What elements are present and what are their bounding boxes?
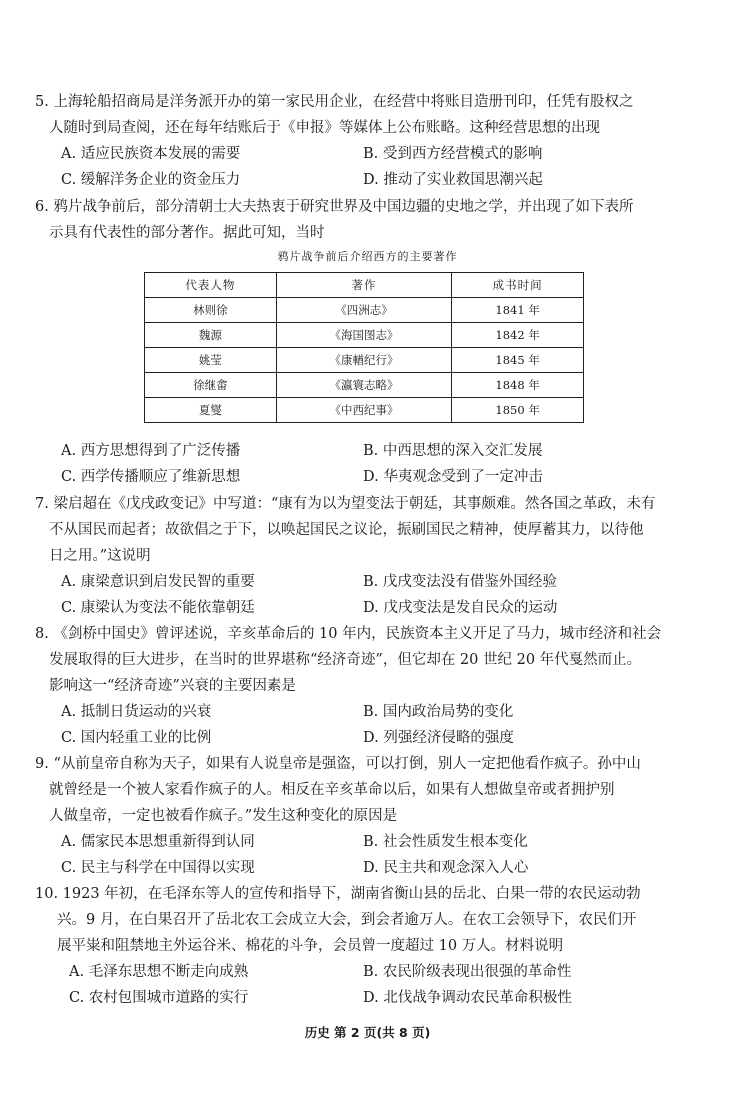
question-5-options-row-2 [35, 167, 707, 193]
option-b[interactable]: B. 国内政治局势的变化 [363, 704, 514, 720]
question-10-options-row-1 [35, 959, 707, 985]
table-row [145, 398, 584, 423]
option-b[interactable]: B. 农民阶级表现出很强的革命性 [363, 964, 572, 980]
header-person: 代表人物 [145, 273, 277, 298]
question-8-line-3: 影响这一“经济奇迹”兴衰的主要因素是 [49, 678, 296, 694]
question-7-line-3: 日之用。”这说明 [49, 548, 151, 564]
question-6-line-1: 6. 鸦片战争前后，部分清朝士大夫热衷于研究世界及中国边疆的史地之学，并出现了如下表所 [35, 199, 634, 215]
question-7-options-row-1 [35, 569, 707, 595]
question-5-options-row-1 [35, 141, 707, 167]
option-d[interactable]: D. 推动了实业救国思潮兴起 [363, 172, 543, 188]
option-c[interactable]: C. 农村包围城市道路的实行 [69, 990, 249, 1006]
question-5-line-2: 人随时到局查阅，还在每年结账后于《申报》等媒体上公布账略。这种经营思想的出现 [49, 120, 600, 136]
question-9-options-row-2 [35, 855, 707, 881]
question-10-line-3: 展平粜和阻禁地主外运谷米、棉花的斗争，会员曾一度超过 10 万人。材料说明 [57, 938, 564, 954]
option-a[interactable]: A. 适应民族资本发展的需要 [61, 146, 241, 162]
cell-year: 1848 年 [452, 373, 584, 398]
question-8 [35, 621, 707, 751]
question-10-line-2: 兴。9 月，在白果召开了岳北农工会成立大会，到会者逾万人。在农工会领导下，农民们开 [57, 912, 637, 928]
option-b[interactable]: B. 中西思想的深入交汇发展 [363, 443, 543, 459]
option-a[interactable]: A. 毛泽东思想不断走向成熟 [69, 964, 249, 980]
cell-work: 《海国图志》 [276, 323, 452, 348]
question-5 [35, 89, 707, 193]
question-8-options-row-2 [35, 725, 707, 751]
cell-person: 徐继畬 [145, 373, 277, 398]
question-10-options-row-2 [35, 985, 707, 1011]
table-row [145, 298, 584, 323]
cell-year: 1845 年 [452, 348, 584, 373]
cell-person: 林则徐 [145, 298, 277, 323]
option-a[interactable]: A. 康梁意识到启发民智的重要 [61, 574, 255, 590]
option-c[interactable]: C. 康梁认为变法不能依靠朝廷 [61, 600, 255, 616]
question-10 [35, 881, 707, 1011]
question-5-line-1: 5. 上海轮船招商局是洋务派开办的第一家民用企业，在经营中将账目造册刊印，任凭有股权之 [35, 94, 634, 110]
table-row [145, 323, 584, 348]
cell-person: 魏源 [145, 323, 277, 348]
question-7 [35, 491, 707, 621]
cell-work: 《中西纪事》 [276, 398, 452, 423]
question-8-options-row-1 [35, 699, 707, 725]
question-6-line-2: 示具有代表性的部分著作。据此可知，当时 [49, 225, 325, 241]
option-c[interactable]: C. 国内轻重工业的比例 [61, 730, 212, 746]
table-header-row [145, 273, 584, 298]
question-9-line-2: 就曾经是一个被人家看作疯子的人。相反在辛亥革命以后，如果有人想做皇帝或者拥护别 [49, 782, 615, 798]
question-6-options-row-2 [35, 464, 707, 490]
option-d[interactable]: D. 民主共和观念深入人心 [363, 860, 529, 876]
cell-work: 《康輶纪行》 [276, 348, 452, 373]
question-6 [35, 194, 707, 246]
cell-work: 《四洲志》 [276, 298, 452, 323]
option-b[interactable]: B. 戊戌变法没有借鉴外国经验 [363, 574, 557, 590]
page-footer: 历史 第 2 页(共 8 页) [304, 1025, 431, 1040]
cell-person: 姚莹 [145, 348, 277, 373]
question-8-line-1: 8. 《剑桥中国史》曾评述说，辛亥革命后的 10 年内，民族资本主义开足了马力，城市经济和社会 [35, 626, 662, 642]
question-6-options-row-1 [35, 438, 707, 464]
option-a[interactable]: A. 西方思想得到了广泛传播 [61, 443, 241, 459]
option-d[interactable]: D. 戊戌变法是发自民众的运动 [363, 600, 558, 616]
cell-year: 1850 年 [452, 398, 584, 423]
option-d[interactable]: D. 北伐战争调动农民革命积极性 [363, 990, 572, 1006]
option-c[interactable]: C. 缓解洋务企业的资金压力 [61, 172, 241, 188]
question-9-options-row-1 [35, 829, 707, 855]
question-9-line-1: 9. “从前皇帝自称为天子，如果有人说皇帝是强盗，可以打倒，别人一定把他看作疯子。孙中山 [35, 756, 641, 772]
option-b[interactable]: B. 社会性质发生根本变化 [363, 834, 528, 850]
question-10-line-1: 10. 1923 年初，在毛泽东等人的宣传和指导下，湖南省衡山县的岳北、白果一带的农民运动勃 [35, 886, 641, 902]
option-a[interactable]: A. 抵制日货运动的兴衰 [61, 704, 212, 720]
header-work: 著作 [276, 273, 452, 298]
option-d[interactable]: D. 列强经济侵略的强度 [363, 730, 514, 746]
option-b[interactable]: B. 受到西方经营模式的影响 [363, 146, 543, 162]
question-7-line-1: 7. 梁启超在《戊戌政变记》中写道：“康有为以为望变法于朝廷，其事颇难。然各国之革政，未有 [35, 496, 656, 512]
table-row [145, 348, 584, 373]
table-title: 鸦片战争前后介绍西方的主要著作 [277, 250, 458, 263]
option-c[interactable]: C. 西学传播顺应了维新思想 [61, 469, 241, 485]
cell-person: 夏燮 [145, 398, 277, 423]
option-c[interactable]: C. 民主与科学在中国得以实现 [61, 860, 255, 876]
question-9 [35, 751, 707, 881]
question-6-options [35, 438, 707, 490]
header-year: 成书时间 [452, 273, 584, 298]
cell-year: 1842 年 [452, 323, 584, 348]
question-8-line-2: 发展取得的巨大进步，在当时的世界堪称“经济奇迹”，但它却在 20 世纪 20 年代戛然而止。 [49, 652, 642, 668]
cell-year: 1841 年 [452, 298, 584, 323]
question-9-line-3: 人做皇帝，一定也被看作疯子。”发生这种变化的原因是 [49, 808, 398, 824]
works-table [144, 272, 584, 423]
option-a[interactable]: A. 儒家民本思想重新得到认同 [61, 834, 255, 850]
table-row [145, 373, 584, 398]
cell-work: 《瀛寰志略》 [276, 373, 452, 398]
question-7-options-row-2 [35, 595, 707, 621]
question-7-line-2: 不从国民而起者；故欲倡之于下，以唤起国民之议论，振刷国民之精神，使厚蓄其力，以待他 [49, 522, 644, 538]
option-d[interactable]: D. 华夷观念受到了一定冲击 [363, 469, 543, 485]
